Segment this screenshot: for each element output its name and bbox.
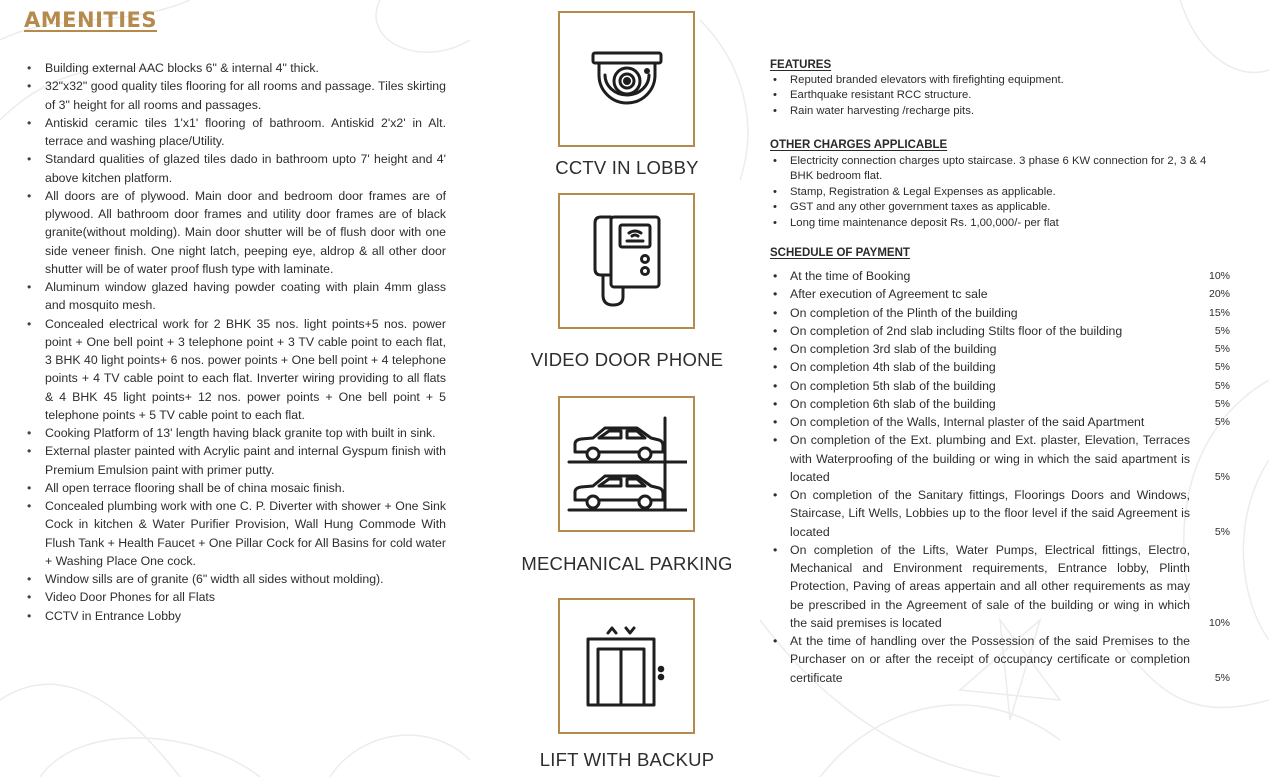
list-item: • All doors are of plywood. Main door and bedroom door frames are of plywood. All bathroom door frames and utility door frames are of black granite(without molding). Main door shutter will be of flush door with one side veneer finish. One night latch, peeping eye, aldrop & all other door shutter will be of water proof flush type with laminate. xyxy=(22,187,446,278)
payment-row xyxy=(770,431,1230,486)
list-item: • Reputed branded elevators with firefighting equipment. xyxy=(770,73,1230,88)
mechanical-parking-caption: MECHANICAL PARKING xyxy=(521,553,733,574)
payment-schedule-list xyxy=(770,267,1230,687)
list-item: • Building external AAC blocks 6" & internal 4" thick. xyxy=(22,59,446,77)
payment-row xyxy=(770,267,1230,285)
list-item: • Stamp, Registration & Legal Expenses as applicable. xyxy=(770,185,1230,200)
payment-stage: • On completion 6th slab of the building xyxy=(790,396,996,411)
list-item: • All open terrace flooring shall be of china mosaic finish. xyxy=(22,479,446,497)
mechanical-parking-feature-box xyxy=(558,396,695,532)
payment-stage: • On completion 3rd slab of the building xyxy=(790,342,997,356)
cctv-camera-icon xyxy=(587,47,667,111)
payment-percent: 5% xyxy=(1214,525,1230,538)
amenities-list xyxy=(22,59,446,625)
cctv-feature-box xyxy=(558,11,695,147)
payment-row xyxy=(770,632,1230,687)
payment-percent: 5% xyxy=(1214,324,1230,337)
list-item: • Concealed plumbing work with one C. P. Diverter with shower + One Sink Cock in kitchen & Water Purifier Provision, Wall Hung Commode With Flush Tank + Health Faucet + One Pillar Cock for All Basins for cold water + Washing Place One cock. xyxy=(22,497,446,570)
list-item: • 32"x32" good quality tiles flooring for all rooms and passage. Tiles skirting of 3" height for all rooms and passages. xyxy=(22,77,446,114)
payment-stage: • On completion of the Plinth of the building xyxy=(790,305,1018,320)
lift-caption: LIFT WITH BACKUP xyxy=(539,749,715,770)
payment-percent: 10% xyxy=(1208,270,1230,282)
payment-row xyxy=(770,285,1230,303)
payment-stage: • On completion of the Walls, Internal plaster of the said Apartment xyxy=(790,415,1145,429)
list-item: • GST and any other government taxes as applicable. xyxy=(770,200,1230,215)
mechanical-parking-icon xyxy=(567,414,687,514)
payment-percent: 5% xyxy=(1214,671,1230,684)
payment-stage: • On completion of the Lifts, Water Pumps, Electrical fittings, Electro, Mechanical and Environment requirements, Entrance lobby, Plinth Protection, Paving of areas appertain and all other requirements as may be prescribed in the Agreement of sale of the building or wing in which the said premises is located xyxy=(790,542,1190,630)
list-item: • Rain water harvesting /recharge pits. xyxy=(770,104,1230,119)
other-charges-list xyxy=(770,154,1230,231)
payment-percent: 5% xyxy=(1214,361,1230,374)
payment-stage: • At the time of Booking xyxy=(790,269,911,283)
payment-percent: 5% xyxy=(1214,397,1230,410)
payment-row xyxy=(770,340,1230,358)
lift-feature-box xyxy=(558,598,695,734)
payment-row xyxy=(770,304,1230,322)
payment-stage: • On completion of 2nd slab including Stilts floor of the building xyxy=(790,323,1123,338)
payment-row xyxy=(770,395,1230,413)
page-title: AMENITIES xyxy=(24,8,157,32)
payment-percent: 5% xyxy=(1214,470,1230,483)
payment-percent: 5% xyxy=(1214,416,1230,428)
payment-stage: • After execution of Agreement tc sale xyxy=(790,287,988,302)
list-item: • Antiskid ceramic tiles 1'x1' flooring of bathroom. Antiskid 2'x2' in Alt. terrace and washing place/Utility. xyxy=(22,114,446,151)
payment-percent: 20% xyxy=(1208,288,1230,301)
video-door-phone-feature-box xyxy=(558,193,695,329)
list-item: • Earthquake resistant RCC structure. xyxy=(770,88,1230,103)
payment-row xyxy=(770,541,1230,632)
list-item: • CCTV in Entrance Lobby xyxy=(22,607,446,625)
list-item: • Standard qualities of glazed tiles dado in bathroom upto 7' height and 4' above kitchen platform. xyxy=(22,150,446,187)
payment-stage: • On completion of the Ext. plumbing and Ext. plaster, Elevation, Terraces with Waterproofing of the building or wing in which the said apartment is located xyxy=(790,433,1190,484)
payment-row xyxy=(770,413,1230,431)
list-item: • Video Door Phones for all Flats xyxy=(22,588,446,606)
payment-row xyxy=(770,377,1230,395)
list-item: • Long time maintenance deposit Rs. 1,00,000/- per flat xyxy=(770,216,1230,231)
payment-stage: • On completion of the Sanitary fittings, Floorings Doors and Windows, Staircase, Lift Wells, Lobbies up to the floor level if the said Agreement is located xyxy=(790,488,1190,539)
payment-row xyxy=(770,322,1230,340)
list-item: • Cooking Platform of 13' length having black granite top with built in sink. xyxy=(22,424,446,442)
payment-stage: • On completion 4th slab of the building xyxy=(790,360,996,375)
cctv-caption: CCTV IN LOBBY xyxy=(555,157,699,178)
list-item: • Electricity connection charges upto staircase. 3 phase 6 KW connection for 2, 3 & 4 BHK bedroom flat. xyxy=(770,154,1230,185)
features-heading: FEATURES xyxy=(770,59,832,71)
payment-row xyxy=(770,486,1230,541)
list-item: • External plaster painted with Acrylic paint and internal Gyspum finish with Premium Emulsion paint with primer putty. xyxy=(22,442,446,479)
payment-percent: 15% xyxy=(1208,306,1230,319)
payment-percent: 5% xyxy=(1214,343,1230,355)
payment-percent: 10% xyxy=(1208,616,1230,629)
elevator-icon xyxy=(582,621,672,711)
video-door-phone-icon xyxy=(587,211,667,311)
video-door-phone-caption: VIDEO DOOR PHONE xyxy=(530,349,724,370)
payment-percent: 5% xyxy=(1214,379,1230,392)
other-charges-heading: OTHER CHARGES APPLICABLE xyxy=(770,139,948,151)
payment-stage: • At the time of handling over the Possession of the said Premises to the Purchaser on or after the receipt of occupancy certificate or completion certificate xyxy=(790,634,1190,685)
list-item: • Aluminum window glazed having powder coating with plain 4mm glass and mosquito mesh. xyxy=(22,278,446,315)
features-list xyxy=(770,73,1230,119)
payment-stage: • On completion 5th slab of the building xyxy=(790,378,996,393)
payment-schedule-heading: SCHEDULE OF PAYMENT xyxy=(770,247,910,259)
list-item: • Window sills are of granite (6" width all sides without molding). xyxy=(22,570,446,588)
payment-row xyxy=(770,358,1230,376)
list-item: • Concealed electrical work for 2 BHK 35 nos. light points+5 nos. power point + One bell point + 3 telephone point + 3 TV cable point to each flat, 3 BHK 40 light points+ 6 nos. power points + One bell point + 4 telephone points + 4 TV cable point to each flat. Inverter wiring providing to all flats & 4 BHK 45 light points+ 12 nos. power points + One bell point + 5 telephone points + 5 TV cable point to each flat. xyxy=(22,315,446,425)
